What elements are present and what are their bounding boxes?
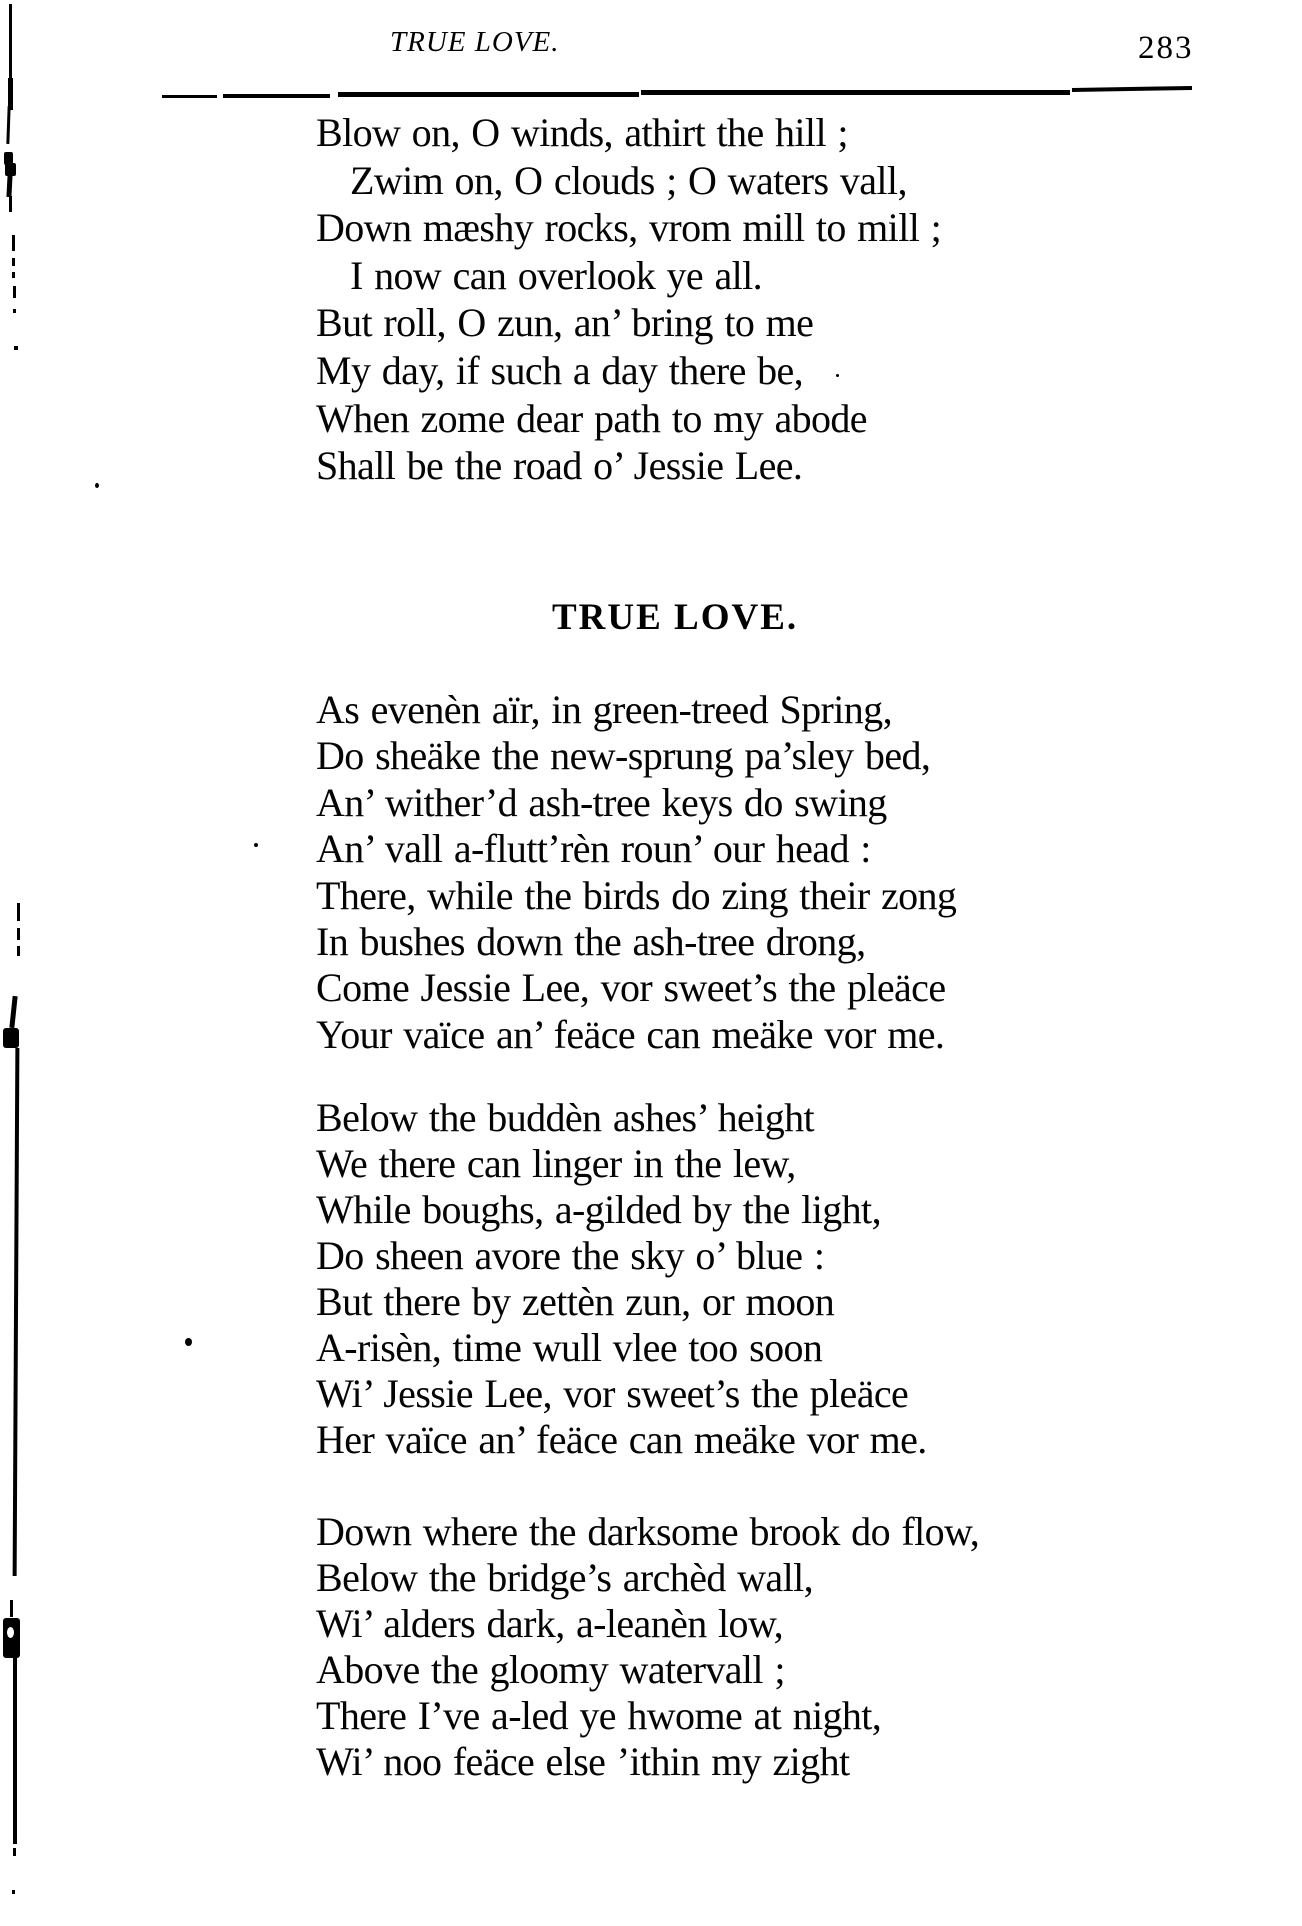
poem-line: Above the gloomy watervall ; [316, 1647, 785, 1692]
poem-line: A-risèn, time wull vlee too soon [316, 1325, 823, 1370]
poem-line: When zome dear path to my abode [316, 395, 867, 441]
poem-line: Wi’ alders dark, a-leanèn low, [316, 1601, 784, 1646]
scan-artifact-line [10, 1600, 13, 1617]
poem-line: But roll, O zun, an’ bring to me [316, 300, 814, 346]
poem-line: Below the bridge’s archèd wall, [316, 1555, 814, 1600]
poem-line: While boughs, a-gilded by the light, [316, 1187, 881, 1232]
scan-artifact-line [13, 1048, 20, 1576]
scan-artifact-hole [7, 1627, 14, 1638]
poem-line: I now can overlook ye all. [350, 252, 763, 298]
poem-line: Come Jessie Lee, vor sweet’s the pleäce [316, 965, 946, 1011]
poem-line: Wi’ noo feäce else ’ithin my zight [316, 1739, 850, 1784]
scan-artifact-dash [12, 272, 15, 278]
scan-artifact-dot [254, 843, 258, 847]
poem-line: Down mæshy rocks, vrom mill to mill ; [316, 205, 942, 251]
poem-line: Do sheen avore the sky o’ blue : [316, 1233, 825, 1278]
scan-artifact-line [9, 4, 12, 82]
scan-artifact-dot [12, 1890, 15, 1894]
poem-line: There I’ve a-led ye hwome at night, [316, 1693, 882, 1738]
previous-poem-final-stanza [316, 109, 941, 490]
scan-artifact-dot [95, 483, 99, 488]
poem-line: Blow on, O winds, athirt the hill ; [316, 110, 848, 155]
poem-line: But there by zettèn zun, or moon [316, 1279, 835, 1324]
scan-artifact-dot [185, 1338, 192, 1346]
poem-line: There, while the birds do zing their zong [316, 872, 957, 918]
poem-line: Do sheäke the new-sprung pa’sley bed, [316, 733, 931, 779]
scan-artifact-dash [12, 235, 15, 251]
poem-title: TRUE LOVE. [552, 597, 799, 638]
poem-line: Zwim on, O clouds ; O waters vall, [350, 157, 907, 203]
scan-artifact-line [13, 1656, 17, 1844]
poem-line: Your vaïce an’ feäce can meäke vor me. [316, 1011, 945, 1057]
header-rule-segment [1072, 86, 1192, 92]
scan-artifact-blob [3, 1028, 19, 1048]
scan-artifact-dash [12, 258, 15, 266]
poem-stanza [316, 1509, 979, 1785]
scan-artifact-dot [836, 374, 839, 377]
poem-line: An’ wither’d ash-tree keys do swing [316, 779, 887, 825]
running-title: TRUE LOVE. [390, 26, 560, 58]
header-rule-segment [223, 94, 330, 98]
scan-artifact-dash [17, 903, 20, 921]
header-rule-segment [641, 90, 1070, 95]
header-rule-segment [162, 95, 217, 98]
scan-artifact-blob [3, 1618, 20, 1658]
poem-line: An’ vall a-flutt’rèn roun’ our head : [316, 826, 871, 872]
poem-line: Shall be the road o’ Jessie Lee. [316, 443, 803, 489]
poem-stanza [316, 687, 956, 1058]
scan-artifact-dot [13, 1848, 16, 1856]
poem-line: In bushes down the ash-tree drong, [316, 919, 866, 965]
scan-artifact-line [9, 196, 12, 212]
page-number: 283 [1138, 30, 1194, 66]
poem-line: As evenèn aïr, in green-treed Spring, [316, 687, 892, 732]
scan-artifact-dash [17, 946, 20, 956]
poem-stanza [316, 1095, 927, 1463]
poem-line: My day, if such a day there be, [316, 347, 804, 393]
poem-line: Her vaïce an’ feäce can meäke vor me. [316, 1417, 927, 1462]
scan-artifact-dot [14, 346, 18, 350]
poem-line: We there can linger in the lew, [316, 1141, 796, 1186]
scan-artifact-line [9, 996, 17, 1028]
header-rule-segment [338, 92, 639, 97]
scan-artifact-line [6, 106, 10, 144]
poem-line: Down where the darksome brook do flow, [316, 1509, 980, 1554]
scan-artifact-dash [17, 928, 20, 940]
scan-artifact-dash [13, 286, 16, 298]
scan-artifact-line [6, 175, 12, 197]
poem-line: Below the buddèn ashes’ height [316, 1095, 815, 1140]
poem-line: Wi’ Jessie Lee, vor sweet’s the pleäce [316, 1371, 909, 1416]
scan-artifact-dot [13, 309, 16, 313]
